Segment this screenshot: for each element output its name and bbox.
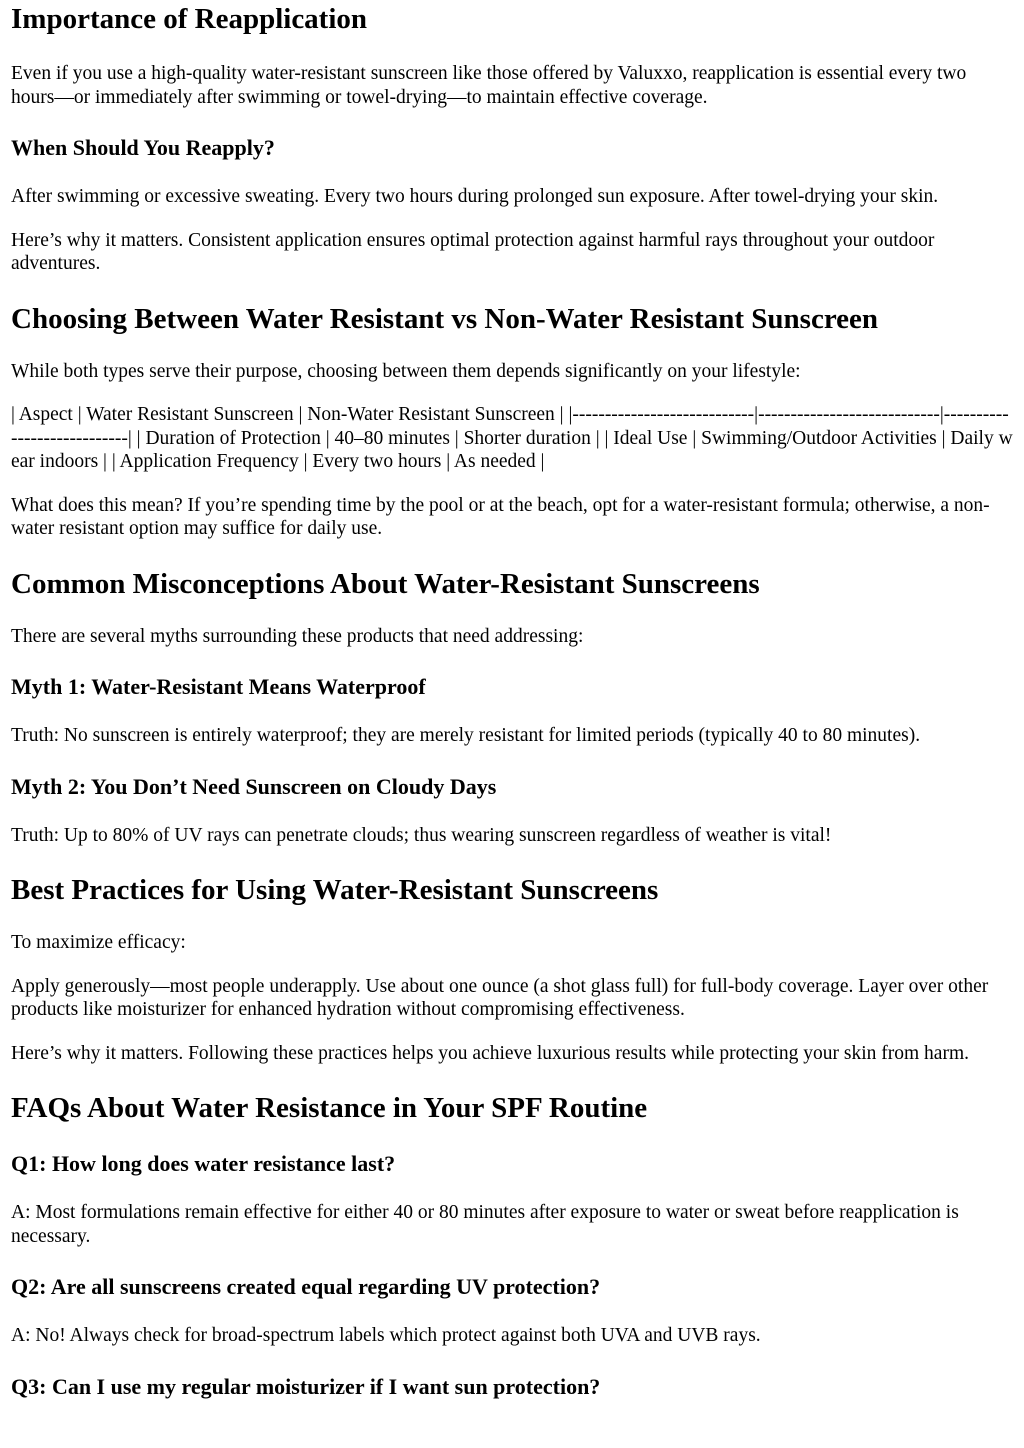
- paragraph-choosing-meaning: What does this mean? If you’re spending time by the pool or at the beach, opt for a water-resistant formula; otherwise, a non-water resistant option may suffice for daily use.: [11, 494, 990, 539]
- subheading-myth-1: Myth 1: Water-Resistant Means Waterproof: [11, 674, 426, 699]
- paragraph-best-practices-intro: To maximize efficacy:: [11, 932, 186, 953]
- faq-question-3: Q3: Can I use my regular moisturizer if I want sun protection?: [11, 1373, 601, 1399]
- paragraph-reapply-list: After swimming or excessive sweating. Every two hours during prolonged sun exposure. After towel-drying your skin.: [11, 186, 939, 207]
- faq-question-1: Q1: How long does water resistance last?: [11, 1151, 396, 1176]
- paragraph-myth-1-truth: Truth: No sunscreen is entirely waterproof; they are merely resistant for limited periods (typically 40 to 80 minutes).: [11, 725, 921, 746]
- paragraph-myth-2-truth: Truth: Up to 80% of UV rays can penetrate clouds; thus wearing sunscreen regardless of weather is vital!: [11, 824, 832, 846]
- faq-answer-2: A: No! Always check for broad-spectrum labels which protect against both UVA and UVB rays.: [11, 1325, 761, 1346]
- subheading-when-reapply: When Should You Reapply?: [11, 135, 275, 160]
- heading-faqs: FAQs About Water Resistance in Your SPF Routine: [11, 1092, 648, 1124]
- paragraph-reapply-why: Here’s why it matters. Consistent application ensures optimal protection against harmful rays throughout your outdoor adventures.: [11, 229, 935, 274]
- heading-reapplication: Importance of Reapplication: [11, 3, 368, 35]
- paragraph-choosing-intro: While both types serve their purpose, choosing between them depends significantly on your lifestyle:: [11, 360, 801, 382]
- paragraph-reapplication-intro: Even if you use a high-quality water-resistant sunscreen like those offered by Valuxxo, reapplication is essential every two hours—or immediately after swimming or towel-drying—to maintain effective coverage.: [11, 63, 967, 108]
- paragraph-best-practices-why: Here’s why it matters. Following these practices helps you achieve luxurious results while protecting your skin from harm.: [11, 1042, 969, 1064]
- subheading-myth-2: Myth 2: You Don’t Need Sunscreen on Cloudy Days: [11, 773, 497, 799]
- heading-misconceptions: Common Misconceptions About Water-Resistant Sunscreens: [11, 567, 760, 600]
- paragraph-best-practices-list: Apply generously—most people underapply. Use about one ounce (a shot glass full) for full-body coverage. Layer over other products like moisturizer for enhanced hydration without compromising effectiveness.: [11, 975, 989, 1020]
- heading-best-practices: Best Practices for Using Water-Resistant Sunscreens: [11, 874, 659, 906]
- paragraph-misconceptions-intro: There are several myths surrounding these products that need addressing:: [11, 625, 584, 647]
- article: [0, 2, 1024, 1400]
- comparison-table-text: | Aspect | Water Resistant Sunscreen | Non-Water Resistant Sunscreen | |----------------------------|----------------------------|----------------------------| | Duration of Protection | 40–80 minutes | Shorter duration | | Ideal Use | Swimming/Outdoor Activities | Daily wear indoors | | Application Frequency | Every two hours | As needed |: [11, 404, 1013, 472]
- faq-answer-1: A: Most formulations remain effective for either 40 or 80 minutes after exposure to water or sweat before reapplication is necessary.: [11, 1202, 959, 1247]
- heading-choosing: Choosing Between Water Resistant vs Non-Water Resistant Sunscreen: [11, 302, 879, 335]
- faq-question-2: Q2: Are all sunscreens created equal regarding UV protection?: [11, 1274, 601, 1299]
